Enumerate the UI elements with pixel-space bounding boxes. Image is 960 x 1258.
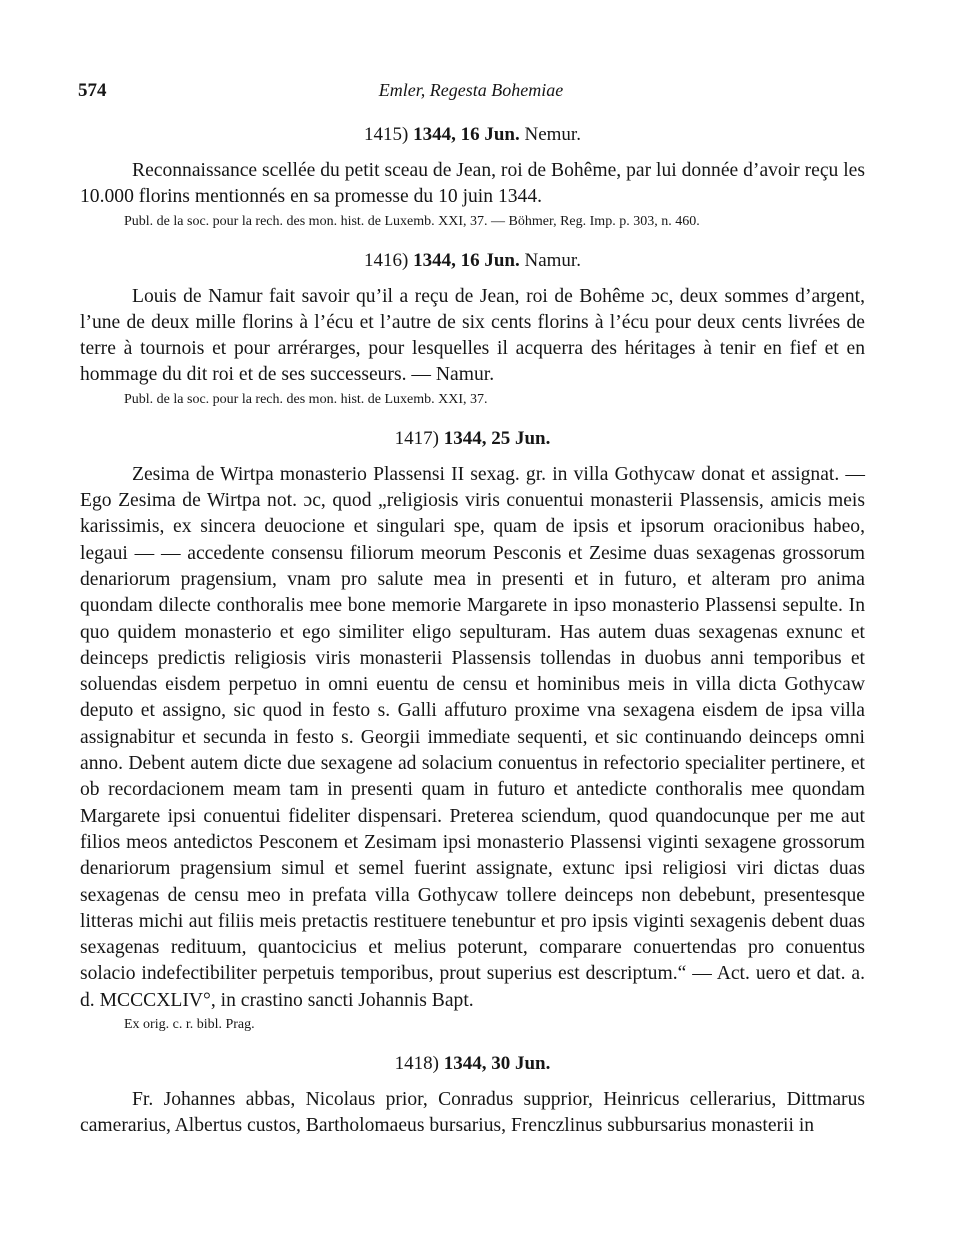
entry-heading xyxy=(80,248,865,274)
entry-number: 1415) xyxy=(364,124,409,145)
page-number: 574 xyxy=(78,80,107,101)
running-header xyxy=(78,80,864,106)
entry-place: Nemur. xyxy=(524,124,581,145)
entry-date: 1344, 16 Jun. xyxy=(413,249,520,271)
entry-date: 1344, 30 Jun. xyxy=(443,1053,551,1075)
entry-number: 1416) xyxy=(364,249,409,271)
entry-heading xyxy=(80,1051,865,1077)
entry-place: Namur. xyxy=(524,249,581,271)
entry-source: Ex orig. c. r. bibl. Prag. xyxy=(124,1017,255,1033)
entry-text: Fr. Johannes abbas, Nicolaus prior, Conradus supprior, Heinricus cellerarius, Dittmarus camerarius, Albertus custos, Bartholomaeus bursarius, Frenczlinus subbursarius monasterii in xyxy=(80,1089,865,1137)
entry-date: 1344, 16 Jun. xyxy=(413,124,520,145)
entry-text: Reconnaissance scellée du petit sceau de Jean, roi de Bohême, par lui donnée d’avoir reçu les 10.000 florins mentionnés en sa promesse du 10 juin 1344. xyxy=(80,160,865,208)
document-body xyxy=(80,122,865,1140)
entry-source: Publ. de la soc. pour la rech. des mon. hist. de Luxemb. XXI, 37. xyxy=(124,391,488,407)
entry-heading xyxy=(80,122,865,148)
entry-date: 1344, 25 Jun. xyxy=(443,427,551,449)
entry-text: Louis de Namur fait savoir qu’il a reçu de Jean, roi de Bohême ɔc, deux sommes d’argent, l’une de deux mille florins à l’écu et l’autre de six cents florins à l’écu pour deux cents livrées de terre à tournois et pour arrérarges, pour lesquelles il acquerra des héritages à tenir en fief et en hommage du dit roi et de ses successeurs. — Namur. xyxy=(80,285,865,386)
entry-text: Zesima de Wirtpa monasterio Plassensi II sexag. gr. in villa Gothycaw donat et assignat. — Ego Zesima de Wirtpa not. ɔc, quod „religiosis viris conuentui monasterii Plassensis, amicis meis karissimis, ex sincera deuocione et singulari spe, quam de ipsis et ipsorum oracionibus habeo, legaui — — accedente consensu filiorum meorum Pesconis et Zesime duas sexagenas grossorum denariorum pragensium, vnam pro salute mea in presenti et in futuro, et alteram pro anima quondam dilecte conthoralis mee bone memorie Margarete in ipso monasterio Plassensi sepulte. In quo quidem monasterio et ego similiter eligo sepulturam. Has autem duas sexagenas exnunc et deinceps predictis religiosis viris monasterii Plassensis tollendas in duobus anni temporibus et soluendas eisdem perpetuo in omni euentu de censu et hominibus meis in villa dicta Gothycaw deputo et assigno, sic quod in festo s. Galli affuturo proxime vna sexagena eisdem de ipsa villa assignabitur et secunda in festo s. Georgii immediate sequenti, et sic continuando deinceps omni anno. Debent autem dicte due sexagene ad solacium conuentus in refectorio specialiter pertinere, et ob recordacionem meam tam in presenti quam in futuro et antedicte conthoralis mee quondam Margarete ipsi conuentui fideliter dispensari. Preterea sciendum, quod quandocunque per me aut filios meos antedictos Pesconem et Zesimam ipsi monasterio Plassensi viginti sexagene grossorum denariorum pragensium simul et semel fuerint assignate, extunc ipsi religiosi viri dictas duas sexagenas de censu meo in prefata villa Gothycaw tollere deinceps non debebunt, presentesque litteras michi aut filiis meis pretactis restituere tenebuntur et pro ipsis viginti sexagenis debent duas sexagenas redituum, quantocicius et melius poterunt, comparare conuertendas pro conuentus solacio indefectibiliter perpetuis temporibus, prout superius est descriptum.“ — Act. uero et dat. a. d. MCCCXLIV°, in crastino sancti Johannis Bapt. xyxy=(80,463,865,1011)
entry-number: 1418) xyxy=(394,1053,439,1075)
entry-heading xyxy=(80,426,865,452)
entry-1416 xyxy=(80,248,865,410)
entry-source: Publ. de la soc. pour la rech. des mon. hist. de Luxemb. XXI, 37. — Böhmer, Reg. Imp. p. 303, n. 460. xyxy=(124,213,700,229)
entry-1415 xyxy=(80,122,865,232)
running-title: Emler, Regesta Bohemiae xyxy=(378,80,564,100)
entry-1417 xyxy=(80,426,865,1035)
entry-1418 xyxy=(80,1051,865,1140)
entry-number: 1417) xyxy=(394,427,439,449)
